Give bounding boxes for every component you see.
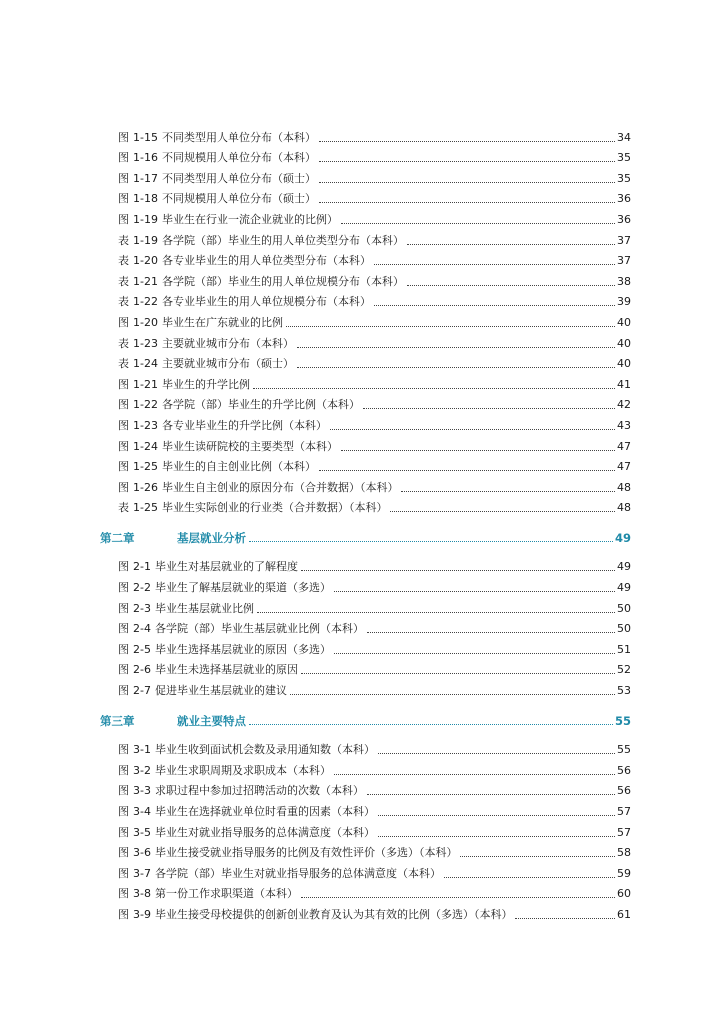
toc-entry[interactable] <box>100 840 631 861</box>
entry-label: 表 <box>118 501 129 515</box>
dot-leader <box>401 491 615 492</box>
entry-label: 图 <box>118 460 129 474</box>
chapter-title: 就业主要特点 <box>177 713 246 728</box>
toc-entry[interactable] <box>100 454 631 475</box>
page-number: 59 <box>617 866 631 880</box>
entry-number: 1-21 <box>133 274 158 288</box>
entry-label: 图 <box>118 192 129 206</box>
dot-leader <box>286 326 615 327</box>
entry-label: 图 <box>118 439 129 453</box>
entry-title: 毕业生在选择就业单位时看重的因素（本科） <box>154 805 375 818</box>
toc-entry[interactable] <box>100 757 631 778</box>
dot-leader <box>297 347 615 348</box>
entry-label: 图 <box>118 581 129 595</box>
entry-label: 图 <box>118 171 129 185</box>
entry-title: 各学院（部）毕业生的升学比例（本科） <box>161 398 360 412</box>
dot-leader <box>378 753 615 754</box>
entry-number: 3-7 <box>133 866 151 880</box>
entry-label: 图 <box>118 480 129 494</box>
entry-label: 图 <box>118 642 129 656</box>
entry-label: 图 <box>118 130 129 144</box>
entry-title: 毕业生未选择基层就业的原因 <box>154 663 298 677</box>
toc-entry[interactable] <box>100 145 631 166</box>
entry-number: 2-5 <box>133 642 151 656</box>
page-number: 48 <box>617 480 631 494</box>
page-number: 61 <box>617 907 631 921</box>
dot-leader <box>444 877 615 878</box>
entry-number: 1-23 <box>133 418 158 432</box>
page-number: 40 <box>617 315 631 329</box>
toc-entry[interactable] <box>100 289 631 310</box>
entry-number: 3-3 <box>133 784 151 798</box>
dot-leader <box>334 653 615 654</box>
entry-number: 1-18 <box>133 192 158 206</box>
entry-title: 毕业生在广东就业的比例 <box>161 315 283 329</box>
page-number: 39 <box>617 295 631 309</box>
page-number: 36 <box>617 192 631 206</box>
toc-entry[interactable] <box>100 616 631 637</box>
page-number: 49 <box>614 530 631 545</box>
dot-leader <box>253 388 615 389</box>
toc-entry[interactable] <box>100 819 631 840</box>
entry-number: 1-21 <box>133 377 158 391</box>
entry-title: 毕业生了解基层就业的渠道（多选） <box>154 581 331 595</box>
entry-number: 1-22 <box>133 398 158 412</box>
toc-entry[interactable] <box>100 495 631 516</box>
page-number: 38 <box>617 274 631 288</box>
dot-leader <box>301 673 615 674</box>
page-number: 49 <box>617 560 631 574</box>
toc-entry[interactable] <box>100 657 631 678</box>
toc-entry[interactable] <box>100 901 631 922</box>
chapter-number: 第二章 <box>100 530 135 545</box>
toc-entry[interactable] <box>100 778 631 799</box>
page-number: 52 <box>617 663 631 677</box>
page-number: 55 <box>614 713 631 728</box>
entry-number: 2-1 <box>133 560 151 574</box>
entry-number: 1-16 <box>133 151 158 165</box>
entry-title: 毕业生实际创业的行业类（合并数据）（本科） <box>161 501 388 515</box>
toc-entry[interactable] <box>100 737 631 758</box>
entry-label: 图 <box>118 784 129 798</box>
entry-label: 表 <box>118 336 129 350</box>
page-number: 55 <box>617 743 631 757</box>
page-number: 47 <box>617 460 631 474</box>
entry-label: 图 <box>118 846 129 860</box>
entry-title: 毕业生接受就业指导服务的比例及有效性评价（多选）（本科） <box>154 846 458 860</box>
toc-entry[interactable] <box>100 798 631 819</box>
page-number: 57 <box>617 805 631 818</box>
toc-entry[interactable] <box>100 309 631 330</box>
entry-title: 主要就业城市分布（硕士） <box>161 357 294 371</box>
entry-label: 图 <box>118 151 129 165</box>
entry-label: 图 <box>118 663 129 677</box>
page-number: 43 <box>617 418 631 432</box>
dot-leader <box>378 836 615 837</box>
entry-number: 1-25 <box>133 501 158 515</box>
entry-label: 图 <box>118 418 129 432</box>
entry-number: 1-23 <box>133 336 158 350</box>
entry-number: 1-25 <box>133 460 158 474</box>
entry-title: 各专业毕业生的升学比例（本科） <box>161 418 327 432</box>
toc-entry[interactable] <box>100 330 631 351</box>
dot-leader <box>319 141 615 142</box>
entry-number: 1-19 <box>133 212 158 226</box>
page-number: 34 <box>617 130 631 144</box>
entry-label: 表 <box>118 357 129 371</box>
page-number: 56 <box>617 763 631 777</box>
entry-number: 3-2 <box>133 763 151 777</box>
page-number: 40 <box>617 357 631 371</box>
entry-label: 表 <box>118 233 129 247</box>
dot-leader <box>341 223 615 224</box>
toc-entry[interactable] <box>100 554 631 575</box>
entry-label: 图 <box>118 560 129 574</box>
entry-title: 毕业生的升学比例 <box>161 377 250 391</box>
toc-chapter-entry[interactable] <box>100 524 631 545</box>
entry-number: 2-4 <box>133 622 151 636</box>
entry-label: 图 <box>118 601 129 615</box>
entry-title: 毕业生对基层就业的了解程度 <box>154 560 298 574</box>
page-number: 40 <box>617 336 631 350</box>
toc-entry[interactable] <box>100 392 631 413</box>
entry-number: 1-17 <box>133 171 158 185</box>
entry-title: 毕业生收到面试机会数及录用通知数（本科） <box>154 743 375 757</box>
dot-leader <box>460 856 615 857</box>
dot-leader <box>290 694 615 695</box>
entry-title: 毕业生基层就业比例 <box>154 601 254 615</box>
entry-number: 2-2 <box>133 581 151 595</box>
entry-number: 3-9 <box>133 907 151 921</box>
entry-title: 促进毕业生基层就业的建议 <box>154 684 287 698</box>
entry-number: 3-5 <box>133 825 151 839</box>
entry-number: 2-3 <box>133 601 151 615</box>
dot-leader <box>407 244 615 245</box>
page-number: 58 <box>617 846 631 860</box>
entry-title: 毕业生在行业一流企业就业的比例） <box>161 212 338 226</box>
page-number: 60 <box>617 887 631 901</box>
entry-label: 表 <box>118 254 129 268</box>
entry-number: 1-20 <box>133 315 158 329</box>
dot-leader <box>367 794 615 795</box>
toc-entry[interactable] <box>100 860 631 881</box>
dot-leader <box>319 161 615 162</box>
page-number: 41 <box>617 377 631 391</box>
entry-title: 各专业毕业生的用人单位类型分布（本科） <box>161 254 371 268</box>
dot-leader <box>301 897 615 898</box>
dot-leader <box>330 429 615 430</box>
dot-leader <box>319 470 615 471</box>
page-number: 37 <box>617 233 631 247</box>
entry-number: 3-8 <box>133 887 151 901</box>
dot-leader <box>363 408 615 409</box>
page-number: 53 <box>617 684 631 698</box>
entry-title: 毕业生接受母校提供的创新创业教育及认为其有效的比例（多选）（本科） <box>154 907 513 921</box>
toc-entry[interactable] <box>100 574 631 595</box>
toc-entry[interactable] <box>100 227 631 248</box>
toc-entry[interactable] <box>100 636 631 657</box>
entry-label: 图 <box>118 825 129 839</box>
toc-entry[interactable] <box>100 474 631 495</box>
dot-leader <box>334 774 615 775</box>
dot-leader <box>341 450 615 451</box>
entry-label: 图 <box>118 743 129 757</box>
dot-leader <box>301 570 615 571</box>
entry-title: 各学院（部）毕业生的用人单位规模分布（本科） <box>161 274 404 288</box>
chapter-title: 基层就业分析 <box>177 530 246 545</box>
dot-leader <box>257 612 615 613</box>
entry-label: 表 <box>118 295 129 309</box>
dot-leader <box>374 264 615 265</box>
dot-leader <box>378 815 615 816</box>
dot-leader <box>297 367 615 368</box>
entry-number: 1-15 <box>133 130 158 144</box>
entry-title: 不同类型用人单位分布（本科） <box>161 130 316 144</box>
page-number: 51 <box>617 642 631 656</box>
entry-title: 毕业生选择基层就业的原因（多选） <box>154 642 331 656</box>
entry-label: 图 <box>118 684 129 698</box>
page-number: 50 <box>617 601 631 615</box>
entry-number: 1-26 <box>133 480 158 494</box>
dot-leader <box>334 591 615 592</box>
entry-title: 不同类型用人单位分布（硕士） <box>161 171 316 185</box>
entry-label: 图 <box>118 377 129 391</box>
toc-entry[interactable] <box>100 165 631 186</box>
entry-title: 第一份工作求职渠道（本科） <box>154 887 298 901</box>
page-number: 49 <box>617 581 631 595</box>
entry-title: 各学院（部）毕业生对就业指导服务的总体满意度（本科） <box>154 866 441 880</box>
page-number: 57 <box>617 825 631 839</box>
page-number: 47 <box>617 439 631 453</box>
toc-entry[interactable] <box>100 248 631 269</box>
toc-entry[interactable] <box>100 677 631 698</box>
entry-label: 图 <box>118 212 129 226</box>
toc-entry[interactable] <box>100 412 631 433</box>
entry-label: 图 <box>118 866 129 880</box>
page-number: 35 <box>617 151 631 165</box>
entry-title: 各学院（部）毕业生基层就业比例（本科） <box>154 622 364 636</box>
entry-title: 不同规模用人单位分布（硕士） <box>161 192 316 206</box>
dot-leader <box>319 182 615 183</box>
entry-label: 图 <box>118 805 129 818</box>
page-number: 35 <box>617 171 631 185</box>
page-number: 42 <box>617 398 631 412</box>
entry-number: 2-7 <box>133 684 151 698</box>
entry-number: 3-4 <box>133 805 151 818</box>
entry-number: 1-22 <box>133 295 158 309</box>
chapter-number: 第三章 <box>100 713 135 728</box>
page-number: 37 <box>617 254 631 268</box>
entry-title: 各专业毕业生的用人单位规模分布（本科） <box>161 295 371 309</box>
entry-title: 各学院（部）毕业生的用人单位类型分布（本科） <box>161 233 404 247</box>
entry-title: 毕业生对就业指导服务的总体满意度（本科） <box>154 825 375 839</box>
toc-entry[interactable] <box>100 881 631 902</box>
entry-label: 图 <box>118 398 129 412</box>
toc-entry[interactable] <box>100 124 631 145</box>
entry-title: 毕业生求职周期及求职成本（本科） <box>154 763 331 777</box>
entry-number: 1-24 <box>133 357 158 371</box>
dot-leader <box>249 541 613 542</box>
entry-title: 求职过程中参加过招聘活动的次数（本科） <box>154 784 364 798</box>
entry-title: 毕业生读研院校的主要类型（本科） <box>161 439 338 453</box>
dot-leader <box>390 511 615 512</box>
entry-label: 图 <box>118 907 129 921</box>
page-number: 56 <box>617 784 631 798</box>
dot-leader <box>249 724 613 725</box>
toc-entry[interactable] <box>100 206 631 227</box>
toc-entry[interactable] <box>100 351 631 372</box>
entry-number: 3-1 <box>133 743 151 757</box>
toc-entry[interactable] <box>100 595 631 616</box>
entry-title: 主要就业城市分布（本科） <box>161 336 294 350</box>
entry-number: 3-6 <box>133 846 151 860</box>
table-of-contents <box>100 124 631 922</box>
entry-number: 1-19 <box>133 233 158 247</box>
entry-label: 图 <box>118 622 129 636</box>
entry-label: 图 <box>118 887 129 901</box>
dot-leader <box>319 202 615 203</box>
toc-entry[interactable] <box>100 433 631 454</box>
entry-title: 毕业生自主创业的原因分布（合并数据）（本科） <box>161 480 399 494</box>
page-number: 36 <box>617 212 631 226</box>
toc-chapter-entry[interactable] <box>100 707 631 728</box>
page-number: 50 <box>617 622 631 636</box>
dot-leader <box>407 285 615 286</box>
entry-number: 1-24 <box>133 439 158 453</box>
entry-label: 表 <box>118 274 129 288</box>
entry-title: 不同规模用人单位分布（本科） <box>161 151 316 165</box>
page-number: 48 <box>617 501 631 515</box>
dot-leader <box>374 305 615 306</box>
entry-number: 1-20 <box>133 254 158 268</box>
entry-number: 2-6 <box>133 663 151 677</box>
toc-entry[interactable] <box>100 268 631 289</box>
dot-leader <box>367 632 615 633</box>
dot-leader <box>515 918 615 919</box>
toc-entry[interactable] <box>100 186 631 207</box>
toc-entry[interactable] <box>100 371 631 392</box>
entry-label: 图 <box>118 315 129 329</box>
entry-title: 毕业生的自主创业比例（本科） <box>161 460 316 474</box>
entry-label: 图 <box>118 763 129 777</box>
